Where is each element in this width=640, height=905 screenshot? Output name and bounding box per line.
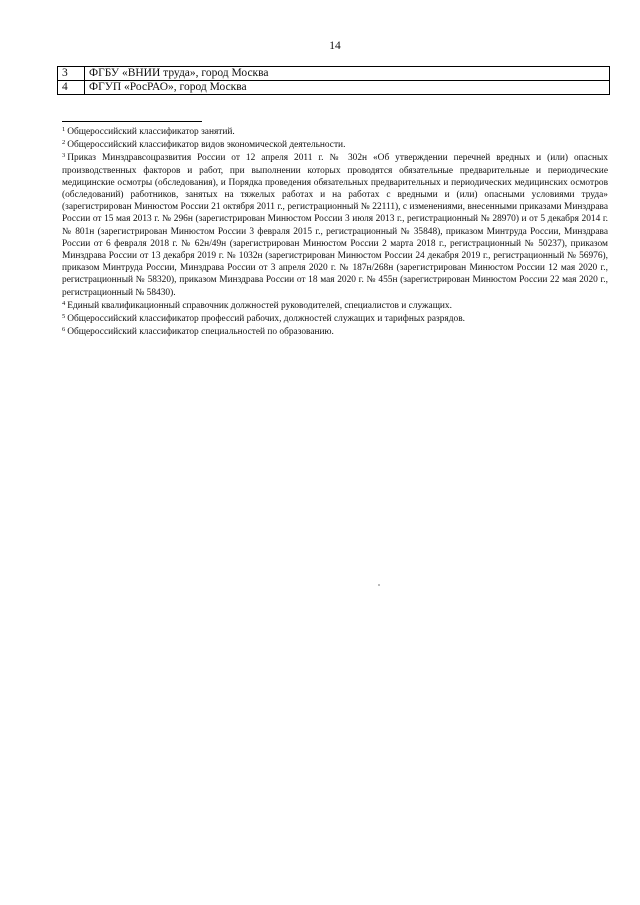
- organization-name: ФГУП «РосРАО», город Москва: [85, 81, 610, 95]
- footnote-mark: 4: [62, 299, 66, 307]
- footnote-mark: 1: [62, 126, 66, 133]
- footnote-5: [62, 313, 608, 325]
- page-number: 14: [329, 40, 341, 52]
- footnote-mark: 6: [62, 326, 66, 334]
- footnote-text: Общероссийский классификатор видов экономической деятельности.: [67, 140, 346, 151]
- footnote-6: [62, 326, 608, 338]
- table-row: [58, 81, 610, 95]
- table-row: [58, 67, 610, 81]
- row-number: 4: [58, 81, 85, 95]
- footnote-3: [62, 152, 608, 298]
- organization-name: ФГБУ «ВНИИ труда», город Москва: [85, 67, 610, 81]
- row-number: 3: [58, 67, 85, 81]
- footnote-4: [62, 300, 608, 312]
- footnote-separator: [62, 121, 202, 122]
- footnote-text: Общероссийский классификатор профессий рабочих, должностей служащих и тарифных разрядов.: [67, 314, 465, 325]
- footnote-mark: 3: [62, 152, 66, 160]
- scan-speck: [378, 584, 380, 586]
- footnote-mark: 2: [62, 139, 66, 147]
- footnote-text: Общероссийский классификатор специальностей по образованию.: [67, 327, 334, 338]
- footnote-text: Приказ Минздравсоцразвития России от 12 апреля 2011 г. № 302н «Об утверждении перечней вредных и (или) опасных производственных факторов и работ, при выполнении которых проводятся обязательные предварительные и периодические медицинские осмотры (обследования), и Порядка проведения обязательных предварительных и периодических медицинских осмотров (обследований) работников, занятых на тяжелых работах и на работах с вредными и (или) опасными условиями труда» (зарегистрирован Минюстом России 21 октября 2011 г., регистрационный № 22111), с изменениями, внесенными приказами Минздрава России от 15 мая 2013 г. № 296н (зарегистрирован Минюстом России 3 июля 2013 г., регистрационный № 28970) и от 5 декабря 2014 г. № 801н (зарегистрирован Минюстом России 3 февраля 2015 г., регистрационный № 35848), приказом Минтруда России, Минздрава России от 6 февраля 2018 г. № 62н/49н (зарегистрирован Минюстом России 2 марта 2018 г., регистрационный № 50237), приказом Минздрава России от 13 декабря 2019 г. № 1032н (зарегистрирован Минюстом России 24 декабря 2019 г., регистрационный № 56976), приказом Минтруда России, Минздрава России от 3 апреля 2020 г. № 187н/268н (зарегистрирован Минюстом России 12 мая 2020 г., регистрационный № 58320), приказом Минздрава России от 18 мая 2020 г. № 455н (зарегистрирован Минюстом России 22 мая 2020 г., регистрационный № 58430).: [62, 153, 608, 298]
- organizations-table: [57, 66, 610, 95]
- footnotes-section: [62, 126, 608, 339]
- footnote-text: Общероссийский классификатор занятий.: [67, 127, 235, 137]
- footnote-text: Единый квалификационный справочник должностей руководителей, специалистов и служащих.: [67, 300, 452, 311]
- footnote-1: [62, 126, 608, 138]
- footnote-mark: 5: [62, 313, 66, 321]
- footnote-2: [62, 139, 608, 151]
